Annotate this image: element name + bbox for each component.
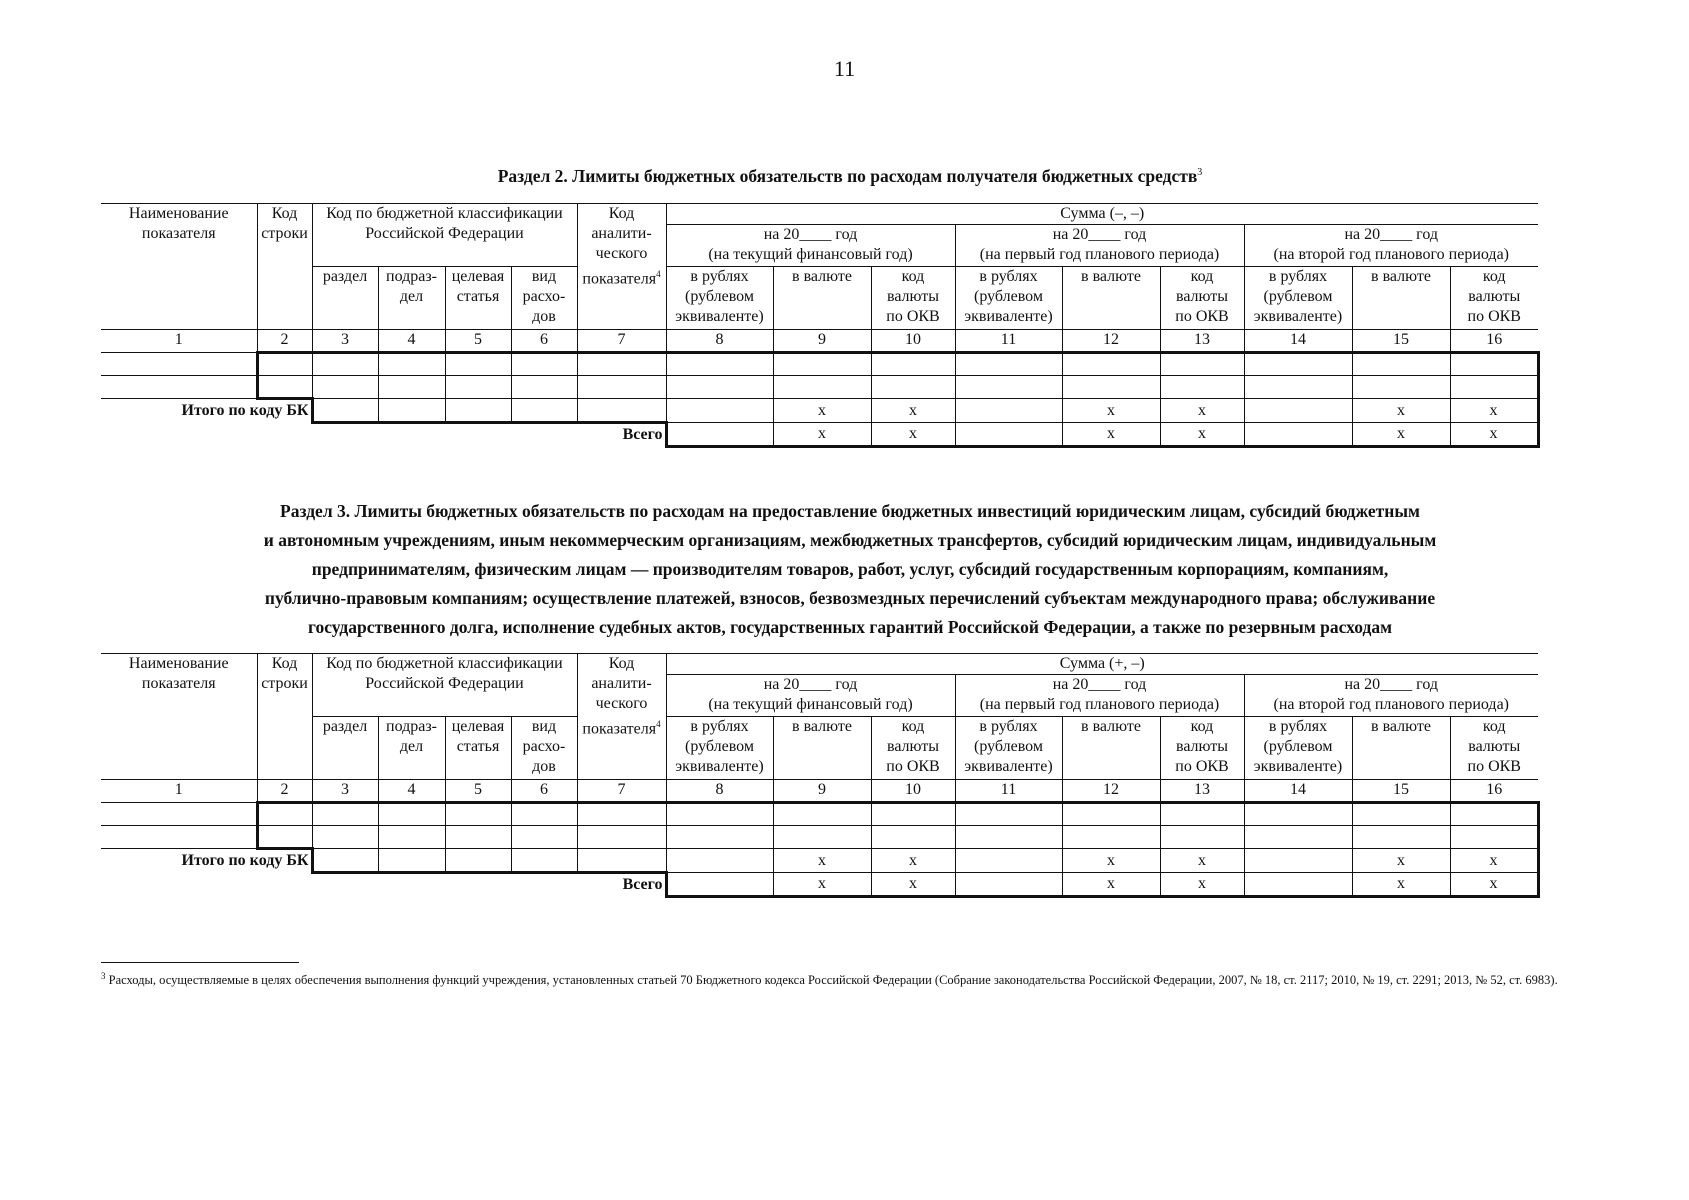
input-cell[interactable] (257, 803, 312, 826)
total-bk-row (101, 399, 1538, 423)
total-bk-label: Итого по коду БК (101, 399, 312, 423)
grand-total-row (101, 423, 1538, 447)
input-cell[interactable] (1160, 803, 1244, 826)
section-2-title (100, 158, 1600, 191)
x-mark: х (1450, 873, 1538, 897)
input-cell[interactable] (577, 803, 666, 826)
column-number: 9 (773, 330, 871, 353)
header-sum: Сумма (–, –) (666, 204, 1538, 225)
input-cell[interactable] (773, 353, 871, 376)
input-cell[interactable] (1244, 376, 1352, 399)
input-cell[interactable] (445, 376, 511, 399)
table-row (101, 376, 1538, 399)
x-mark: х (871, 399, 955, 423)
table-row (101, 353, 1538, 376)
column-number: 4 (378, 780, 445, 803)
column-number: 6 (511, 780, 577, 803)
input-cell[interactable] (666, 849, 773, 873)
input-cell[interactable] (312, 399, 378, 423)
input-cell[interactable] (101, 803, 257, 826)
header-okv: код валюты по ОКВ (871, 267, 955, 330)
header-okv: код валюты по ОКВ (871, 717, 955, 780)
section-3-title-line: предпринимателям, физическим лицам — производителям товаров, работ, услуг, субсидий государственным корпорациям, компаниям, (311, 559, 1389, 579)
header-section: раздел (312, 267, 378, 330)
input-cell[interactable] (1062, 826, 1160, 849)
header-year-first: на 20____ год (на первый год планового периода) (955, 225, 1244, 267)
input-cell[interactable] (101, 353, 257, 376)
input-cell[interactable] (577, 353, 666, 376)
header-year-second: на 20____ год (на второй год планового периода) (1244, 225, 1538, 267)
input-cell[interactable] (101, 826, 257, 849)
header-rub: в рублях (рублевом эквиваленте) (666, 267, 773, 330)
input-cell[interactable] (511, 376, 577, 399)
input-cell[interactable] (871, 376, 955, 399)
input-cell[interactable] (378, 399, 445, 423)
column-number: 14 (1244, 330, 1352, 353)
x-mark: х (1352, 423, 1450, 447)
input-cell[interactable] (312, 826, 378, 849)
section-3-title-line: Раздел 3. Лимиты бюджетных обязательств по расходам на предоставление бюджетных инвестиций юридическим лицам, субсидий бюджетным (280, 501, 1420, 521)
column-number: 1 (101, 780, 257, 803)
header-currency: в валюте (773, 267, 871, 330)
header-rub: в рублях (рублевом эквиваленте) (955, 717, 1062, 780)
input-cell[interactable] (378, 803, 445, 826)
input-cell[interactable] (312, 803, 378, 826)
input-cell[interactable] (773, 803, 871, 826)
column-number: 13 (1160, 780, 1244, 803)
x-mark: х (1160, 423, 1244, 447)
input-cell[interactable] (1352, 376, 1450, 399)
input-cell[interactable] (1244, 399, 1352, 423)
x-mark: х (773, 873, 871, 897)
header-currency: в валюте (1062, 717, 1160, 780)
input-cell[interactable] (666, 826, 773, 849)
x-mark: х (871, 849, 955, 873)
column-number: 5 (445, 780, 511, 803)
header-rub: в рублях (рублевом эквиваленте) (1244, 267, 1352, 330)
input-cell[interactable] (378, 826, 445, 849)
section-3-title-line: публично-правовым компаниям; осуществление платежей, взносов, безвозмездных перечислений субъектам международного права; обслуживание (264, 588, 1436, 608)
header-currency: в валюте (1062, 267, 1160, 330)
input-cell[interactable] (1244, 826, 1352, 849)
header-okv: код валюты по ОКВ (1450, 717, 1538, 780)
column-number: 15 (1352, 780, 1450, 803)
column-number: 4 (378, 330, 445, 353)
x-mark: х (1352, 849, 1450, 873)
input-cell[interactable] (1352, 826, 1450, 849)
input-cell[interactable] (1450, 353, 1538, 376)
column-number: 2 (257, 330, 312, 353)
input-cell[interactable] (1160, 826, 1244, 849)
input-cell[interactable] (1062, 376, 1160, 399)
x-mark: х (1160, 399, 1244, 423)
input-cell[interactable] (445, 849, 511, 873)
x-mark: х (773, 399, 871, 423)
header-section: раздел (312, 717, 378, 780)
column-number: 15 (1352, 330, 1450, 353)
section-3-table (101, 653, 1540, 898)
input-cell[interactable] (511, 849, 577, 873)
input-cell[interactable] (955, 423, 1062, 447)
footnote (101, 966, 1581, 991)
footnote-mark: 3 (101, 971, 106, 981)
x-mark: х (1450, 849, 1538, 873)
header-year-first: на 20____ год (на первый год планового периода) (955, 675, 1244, 717)
header-bk-code: Код по бюджетной классификации Российской Федерации (312, 204, 577, 267)
column-number: 6 (511, 330, 577, 353)
input-cell[interactable] (773, 826, 871, 849)
header-okv: код валюты по ОКВ (1160, 717, 1244, 780)
input-cell[interactable] (871, 353, 955, 376)
column-number: 7 (577, 330, 666, 353)
input-cell[interactable] (257, 376, 312, 399)
header-analytic-code: Код аналити- ческого показателя$^4$ (577, 204, 666, 330)
header-name: Наименование показателя (101, 204, 257, 330)
column-number: 14 (1244, 780, 1352, 803)
input-cell[interactable] (101, 376, 257, 399)
header-name: Наименование показателя (101, 654, 257, 780)
input-cell[interactable] (666, 803, 773, 826)
input-cell[interactable] (312, 353, 378, 376)
column-number-row (101, 330, 1538, 353)
column-number: 13 (1160, 330, 1244, 353)
input-cell[interactable] (257, 353, 312, 376)
column-number: 12 (1062, 780, 1160, 803)
column-number: 7 (577, 780, 666, 803)
header-subsection: подраз- дел (378, 717, 445, 780)
header-rub: в рублях (рублевом эквиваленте) (666, 717, 773, 780)
input-cell[interactable] (871, 826, 955, 849)
x-mark: х (1450, 423, 1538, 447)
column-number: 11 (955, 780, 1062, 803)
footnote-divider (101, 962, 299, 963)
input-cell[interactable] (1450, 803, 1538, 826)
input-cell[interactable] (312, 849, 378, 873)
x-mark: х (871, 873, 955, 897)
header-okv: код валюты по ОКВ (1450, 267, 1538, 330)
column-number: 10 (871, 780, 955, 803)
input-cell[interactable] (955, 376, 1062, 399)
column-number: 5 (445, 330, 511, 353)
column-number: 2 (257, 780, 312, 803)
x-mark: х (773, 849, 871, 873)
x-mark: х (773, 423, 871, 447)
input-cell[interactable] (511, 826, 577, 849)
input-cell[interactable] (1450, 826, 1538, 849)
input-cell[interactable] (1160, 353, 1244, 376)
header-currency: в валюте (773, 717, 871, 780)
section-2-table (101, 203, 1540, 448)
input-cell[interactable] (955, 849, 1062, 873)
header-subsection: подраз- дел (378, 267, 445, 330)
column-number: 8 (666, 330, 773, 353)
input-cell[interactable] (445, 803, 511, 826)
input-cell[interactable] (1160, 376, 1244, 399)
input-cell[interactable] (577, 399, 666, 423)
section-2-title-text: Раздел 2. Лимиты бюджетных обязательств по расходам получателя бюджетных средств (497, 165, 1198, 186)
input-cell[interactable] (445, 353, 511, 376)
input-cell[interactable] (511, 353, 577, 376)
input-cell[interactable] (666, 399, 773, 423)
section-3-title (100, 497, 1600, 642)
input-cell[interactable] (1062, 353, 1160, 376)
input-cell[interactable] (955, 873, 1062, 897)
input-cell[interactable] (666, 873, 773, 897)
input-cell[interactable] (773, 376, 871, 399)
input-cell[interactable] (955, 399, 1062, 423)
input-cell[interactable] (577, 376, 666, 399)
footnote-text: Расходы, осуществляемые в целях обеспечения выполнения функций учреждения, установленных статьей 70 Бюджетного кодекса Российской Федерации (Собрание законодательства Российской Федерации, 2007, № 18, ст. 2117; 2010, № 19, ст. 2291; 2013, № 52, ст. 6983). (108, 973, 1558, 988)
input-cell[interactable] (871, 803, 955, 826)
input-cell[interactable] (511, 803, 577, 826)
grand-total-label: Всего (101, 423, 666, 447)
x-mark: х (1352, 399, 1450, 423)
table-row (101, 826, 1538, 849)
x-mark: х (1160, 873, 1244, 897)
input-cell[interactable] (1244, 803, 1352, 826)
input-cell[interactable] (445, 399, 511, 423)
input-cell[interactable] (445, 826, 511, 849)
column-number: 3 (312, 780, 378, 803)
column-number: 9 (773, 780, 871, 803)
header-expense-type: вид расхо- дов (511, 717, 577, 780)
column-number: 12 (1062, 330, 1160, 353)
input-cell[interactable] (1244, 353, 1352, 376)
grand-total-label: Всего (101, 873, 666, 897)
column-number: 16 (1450, 330, 1538, 353)
input-cell[interactable] (666, 376, 773, 399)
table-row (101, 803, 1538, 826)
header-year-current: на 20____ год (на текущий финансовый год) (666, 225, 955, 267)
header-line-code: Код строки (257, 654, 312, 780)
x-mark: х (1352, 873, 1450, 897)
x-mark: х (1450, 399, 1538, 423)
input-cell[interactable] (1352, 803, 1450, 826)
x-mark: х (1062, 849, 1160, 873)
x-mark: х (1062, 399, 1160, 423)
column-number: 1 (101, 330, 257, 353)
header-currency: в валюте (1352, 267, 1450, 330)
x-mark: х (1062, 423, 1160, 447)
header-target-article: целевая статья (445, 267, 511, 330)
header-year-second: на 20____ год (на второй год планового периода) (1244, 675, 1538, 717)
header-rub: в рублях (рублевом эквиваленте) (955, 267, 1062, 330)
header-target-article: целевая статья (445, 717, 511, 780)
input-cell[interactable] (257, 826, 312, 849)
column-number-row (101, 780, 1538, 803)
column-number: 10 (871, 330, 955, 353)
header-rub: в рублях (рублевом эквиваленте) (1244, 717, 1352, 780)
input-cell[interactable] (666, 423, 773, 447)
input-cell[interactable] (666, 353, 773, 376)
total-bk-row (101, 849, 1538, 873)
header-expense-type: вид расхо- дов (511, 267, 577, 330)
section-3-title-line: государственного долга, исполнение судебных актов, государственных гарантий Российской Федерации, а также по резервным расходам (307, 617, 1392, 637)
input-cell[interactable] (1244, 849, 1352, 873)
column-number: 11 (955, 330, 1062, 353)
input-cell[interactable] (378, 376, 445, 399)
header-analytic-code: Код аналити- ческого показателя$^4$ (577, 654, 666, 780)
input-cell[interactable] (312, 376, 378, 399)
input-cell[interactable] (955, 803, 1062, 826)
footnote-mark: 3 (1197, 167, 1203, 178)
header-currency: в валюте (1352, 717, 1450, 780)
input-cell[interactable] (955, 826, 1062, 849)
input-cell[interactable] (1244, 423, 1352, 447)
column-number: 8 (666, 780, 773, 803)
header-line-code: Код строки (257, 204, 312, 330)
header-bk-code: Код по бюджетной классификации Российской Федерации (312, 654, 577, 717)
input-cell[interactable] (577, 826, 666, 849)
input-cell[interactable] (1450, 376, 1538, 399)
section-3-title-line: и автономным учреждениям, иным некоммерческим организациям, межбюджетных трансфертов, субсидий юридическим лицам, индивидуальным (263, 530, 1437, 550)
header-year-current: на 20____ год (на текущий финансовый год) (666, 675, 955, 717)
x-mark: х (1062, 873, 1160, 897)
input-cell[interactable] (378, 353, 445, 376)
input-cell[interactable] (955, 353, 1062, 376)
x-mark: х (871, 423, 955, 447)
column-number: 3 (312, 330, 378, 353)
input-cell[interactable] (1244, 873, 1352, 897)
page-number: 11 (833, 56, 856, 81)
header-okv: код валюты по ОКВ (1160, 267, 1244, 330)
input-cell[interactable] (577, 849, 666, 873)
x-mark: х (1160, 849, 1244, 873)
total-bk-label: Итого по коду БК (101, 849, 312, 873)
input-cell[interactable] (1352, 353, 1450, 376)
input-cell[interactable] (511, 399, 577, 423)
input-cell[interactable] (1062, 803, 1160, 826)
column-number: 16 (1450, 780, 1538, 803)
header-sum: Сумма (+, –) (666, 654, 1538, 675)
grand-total-row (101, 873, 1538, 897)
input-cell[interactable] (378, 849, 445, 873)
